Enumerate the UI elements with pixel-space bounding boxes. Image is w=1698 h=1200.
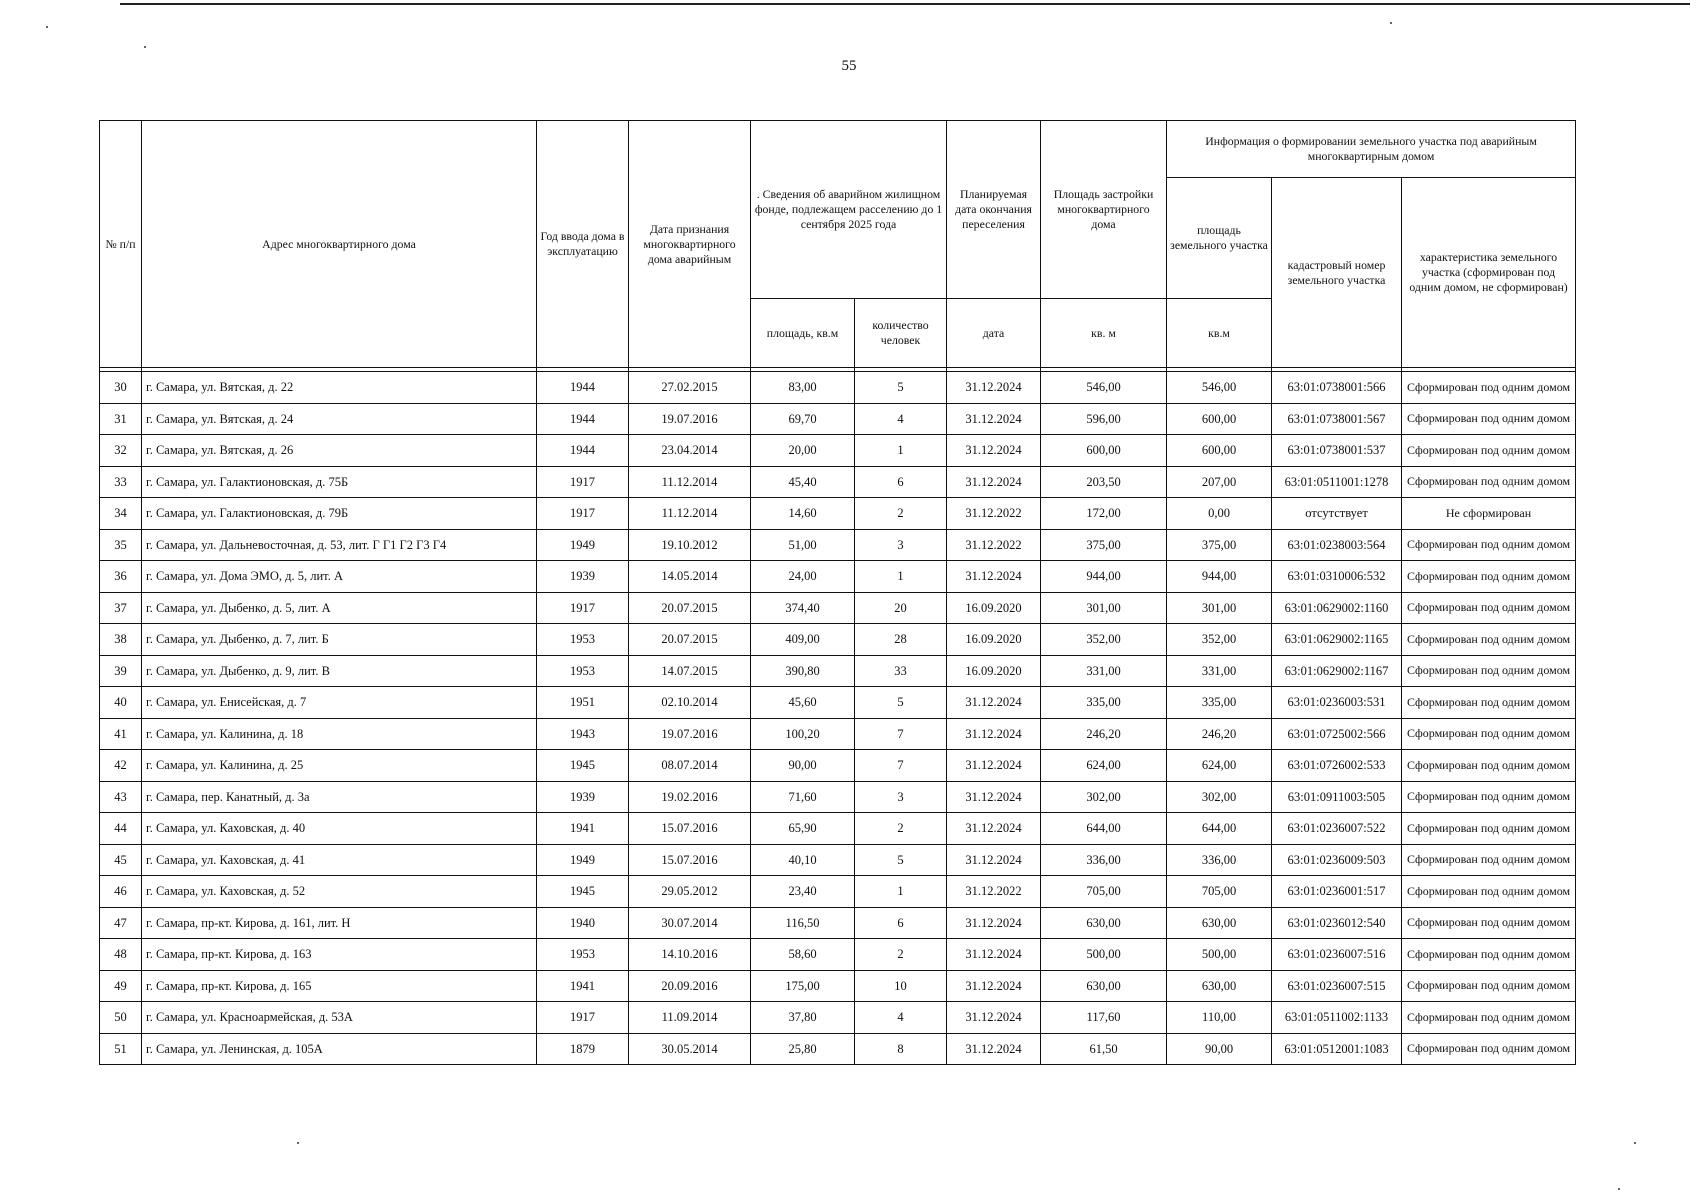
row-land-char: Сформирован под одним домом	[1402, 529, 1576, 561]
row-area: 45,40	[751, 466, 855, 498]
header-planned-end-sub: дата	[947, 299, 1041, 368]
row-built-area: 203,50	[1041, 466, 1167, 498]
header-num: № п/п	[100, 121, 142, 368]
scan-speck	[144, 46, 146, 48]
row-land-char: Сформирован под одним домом	[1402, 1033, 1576, 1065]
table-row	[100, 372, 1576, 404]
row-address: г. Самара, ул. Галактионовская, д. 79Б	[142, 498, 537, 530]
row-area: 40,10	[751, 844, 855, 876]
row-land-area: 301,00	[1167, 592, 1272, 624]
row-built-area: 500,00	[1041, 939, 1167, 971]
row-recognized-date: 29.05.2012	[629, 876, 751, 908]
row-cadastral: 63:01:0238003:564	[1272, 529, 1402, 561]
header-recognized-date: Дата признания многоквартирного дома аварийным	[629, 121, 751, 368]
row-built-area: 246,20	[1041, 718, 1167, 750]
row-cadastral: 63:01:0738001:537	[1272, 435, 1402, 467]
row-area: 23,40	[751, 876, 855, 908]
header-land-area: площадь земельного участка	[1167, 178, 1272, 299]
row-year: 1941	[537, 813, 629, 845]
row-land-char: Сформирован под одним домом	[1402, 435, 1576, 467]
row-number: 38	[100, 624, 142, 656]
header-people-count: количество человек	[855, 299, 947, 368]
row-year: 1951	[537, 687, 629, 719]
header-address: Адрес многоквартирного дома	[142, 121, 537, 368]
page-number: 55	[841, 58, 857, 74]
row-people: 1	[855, 561, 947, 593]
row-land-char: Сформирован под одним домом	[1402, 592, 1576, 624]
row-recognized-date: 30.05.2014	[629, 1033, 751, 1065]
row-land-area: 352,00	[1167, 624, 1272, 656]
row-area: 390,80	[751, 655, 855, 687]
row-land-char: Сформирован под одним домом	[1402, 718, 1576, 750]
row-land-char: Сформирован под одним домом	[1402, 876, 1576, 908]
row-year: 1953	[537, 655, 629, 687]
row-land-char: Сформирован под одним домом	[1402, 844, 1576, 876]
row-cadastral: 63:01:0236009:503	[1272, 844, 1402, 876]
row-year: 1943	[537, 718, 629, 750]
header-land-char: характеристика земельного участка (сформирован под одним домом, не сформирован)	[1402, 178, 1576, 368]
row-planned-end: 31.12.2024	[947, 403, 1041, 435]
row-built-area: 596,00	[1041, 403, 1167, 435]
row-recognized-date: 11.09.2014	[629, 1002, 751, 1034]
table-row	[100, 466, 1576, 498]
row-recognized-date: 11.12.2014	[629, 498, 751, 530]
table-row	[100, 813, 1576, 845]
row-area: 374,40	[751, 592, 855, 624]
row-land-char: Сформирован под одним домом	[1402, 561, 1576, 593]
row-recognized-date: 23.04.2014	[629, 435, 751, 467]
row-recognized-date: 20.07.2015	[629, 592, 751, 624]
row-recognized-date: 19.10.2012	[629, 529, 751, 561]
row-people: 2	[855, 498, 947, 530]
row-planned-end: 31.12.2024	[947, 939, 1041, 971]
table-row	[100, 1002, 1576, 1034]
row-planned-end: 31.12.2024	[947, 907, 1041, 939]
row-planned-end: 31.12.2024	[947, 1002, 1041, 1034]
scan-speck	[1390, 22, 1392, 24]
row-recognized-date: 14.05.2014	[629, 561, 751, 593]
table-body	[100, 368, 1576, 1065]
row-people: 5	[855, 844, 947, 876]
table-row	[100, 750, 1576, 782]
row-area: 37,80	[751, 1002, 855, 1034]
row-address: г. Самара, ул. Ленинская, д. 105А	[142, 1033, 537, 1065]
row-planned-end: 31.12.2024	[947, 750, 1041, 782]
table-row	[100, 939, 1576, 971]
row-built-area: 644,00	[1041, 813, 1167, 845]
row-area: 51,00	[751, 529, 855, 561]
row-built-area: 172,00	[1041, 498, 1167, 530]
row-built-area: 301,00	[1041, 592, 1167, 624]
row-year: 1879	[537, 1033, 629, 1065]
row-land-area: 630,00	[1167, 907, 1272, 939]
row-number: 39	[100, 655, 142, 687]
row-address: г. Самара, пр-кт. Кирова, д. 161, лит. Н	[142, 907, 537, 939]
row-number: 48	[100, 939, 142, 971]
row-cadastral: 63:01:0726002:533	[1272, 750, 1402, 782]
row-built-area: 705,00	[1041, 876, 1167, 908]
row-cadastral: 63:01:0738001:567	[1272, 403, 1402, 435]
row-area: 116,50	[751, 907, 855, 939]
row-land-area: 600,00	[1167, 435, 1272, 467]
row-land-char: Сформирован под одним домом	[1402, 781, 1576, 813]
table-row	[100, 529, 1576, 561]
row-cadastral: 63:01:0911003:505	[1272, 781, 1402, 813]
row-address: г. Самара, ул. Калинина, д. 25	[142, 750, 537, 782]
row-land-char: Сформирован под одним домом	[1402, 372, 1576, 404]
row-area: 24,00	[751, 561, 855, 593]
row-year: 1945	[537, 750, 629, 782]
row-year: 1917	[537, 498, 629, 530]
row-year: 1949	[537, 529, 629, 561]
row-number: 45	[100, 844, 142, 876]
row-built-area: 375,00	[1041, 529, 1167, 561]
table-row	[100, 624, 1576, 656]
row-land-area: 375,00	[1167, 529, 1272, 561]
row-people: 10	[855, 970, 947, 1002]
row-recognized-date: 08.07.2014	[629, 750, 751, 782]
row-cadastral: отсутствует	[1272, 498, 1402, 530]
scan-speck	[1634, 1142, 1636, 1144]
row-built-area: 546,00	[1041, 372, 1167, 404]
row-address: г. Самара, ул. Дыбенко, д. 9, лит. В	[142, 655, 537, 687]
row-address: г. Самара, ул. Калинина, д. 18	[142, 718, 537, 750]
row-number: 41	[100, 718, 142, 750]
row-area: 25,80	[751, 1033, 855, 1065]
row-land-char: Сформирован под одним домом	[1402, 939, 1576, 971]
emergency-housing-table	[99, 120, 1576, 1065]
table-row	[100, 781, 1576, 813]
row-cadastral: 63:01:0629002:1160	[1272, 592, 1402, 624]
row-address: г. Самара, ул. Дыбенко, д. 7, лит. Б	[142, 624, 537, 656]
row-land-area: 644,00	[1167, 813, 1272, 845]
row-number: 36	[100, 561, 142, 593]
row-area: 175,00	[751, 970, 855, 1002]
row-cadastral: 63:01:0236007:516	[1272, 939, 1402, 971]
row-number: 31	[100, 403, 142, 435]
row-land-char: Сформирован под одним домом	[1402, 750, 1576, 782]
row-land-area: 630,00	[1167, 970, 1272, 1002]
row-land-area: 331,00	[1167, 655, 1272, 687]
row-planned-end: 31.12.2024	[947, 844, 1041, 876]
row-built-area: 352,00	[1041, 624, 1167, 656]
row-people: 5	[855, 687, 947, 719]
row-built-area: 335,00	[1041, 687, 1167, 719]
row-year: 1939	[537, 561, 629, 593]
row-people: 6	[855, 466, 947, 498]
table-row	[100, 876, 1576, 908]
row-year: 1944	[537, 435, 629, 467]
row-land-char: Сформирован под одним домом	[1402, 403, 1576, 435]
row-cadastral: 63:01:0629002:1167	[1272, 655, 1402, 687]
row-people: 20	[855, 592, 947, 624]
row-people: 2	[855, 939, 947, 971]
row-planned-end: 16.09.2020	[947, 624, 1041, 656]
row-planned-end: 31.12.2024	[947, 970, 1041, 1002]
row-recognized-date: 15.07.2016	[629, 844, 751, 876]
row-land-area: 944,00	[1167, 561, 1272, 593]
row-number: 44	[100, 813, 142, 845]
row-area: 409,00	[751, 624, 855, 656]
row-cadastral: 63:01:0310006:532	[1272, 561, 1402, 593]
row-number: 37	[100, 592, 142, 624]
scan-speck	[297, 1142, 299, 1144]
row-recognized-date: 11.12.2014	[629, 466, 751, 498]
row-number: 43	[100, 781, 142, 813]
row-recognized-date: 27.02.2015	[629, 372, 751, 404]
row-address: г. Самара, ул. Галактионовская, д. 75Б	[142, 466, 537, 498]
row-people: 3	[855, 781, 947, 813]
header-area-sqm: площадь, кв.м	[751, 299, 855, 368]
row-people: 33	[855, 655, 947, 687]
row-built-area: 630,00	[1041, 970, 1167, 1002]
row-people: 1	[855, 876, 947, 908]
row-recognized-date: 19.07.2016	[629, 718, 751, 750]
row-address: г. Самара, ул. Дальневосточная, д. 53, лит. Г Г1 Г2 Г3 Г4	[142, 529, 537, 561]
row-land-char: Сформирован под одним домом	[1402, 813, 1576, 845]
row-built-area: 61,50	[1041, 1033, 1167, 1065]
scan-speck	[1618, 1188, 1620, 1190]
row-year: 1944	[537, 372, 629, 404]
row-address: г. Самара, ул. Дома ЭМО, д. 5, лит. А	[142, 561, 537, 593]
row-people: 7	[855, 750, 947, 782]
table-row	[100, 435, 1576, 467]
row-built-area: 331,00	[1041, 655, 1167, 687]
row-address: г. Самара, ул. Каховская, д. 52	[142, 876, 537, 908]
row-built-area: 944,00	[1041, 561, 1167, 593]
row-people: 5	[855, 372, 947, 404]
row-built-area: 302,00	[1041, 781, 1167, 813]
row-people: 2	[855, 813, 947, 845]
table-row	[100, 592, 1576, 624]
row-number: 40	[100, 687, 142, 719]
row-area: 90,00	[751, 750, 855, 782]
row-year: 1917	[537, 592, 629, 624]
row-planned-end: 31.12.2024	[947, 1033, 1041, 1065]
table-row	[100, 687, 1576, 719]
row-land-char: Сформирован под одним домом	[1402, 970, 1576, 1002]
row-land-area: 500,00	[1167, 939, 1272, 971]
row-area: 20,00	[751, 435, 855, 467]
header-built-area: Площадь застройки многоквартирного дома	[1041, 121, 1167, 299]
row-built-area: 600,00	[1041, 435, 1167, 467]
row-area: 69,70	[751, 403, 855, 435]
row-planned-end: 31.12.2022	[947, 529, 1041, 561]
row-number: 30	[100, 372, 142, 404]
row-land-char: Сформирован под одним домом	[1402, 466, 1576, 498]
row-address: г. Самара, ул. Дыбенко, д. 5, лит. А	[142, 592, 537, 624]
row-planned-end: 31.12.2024	[947, 435, 1041, 467]
row-recognized-date: 14.07.2015	[629, 655, 751, 687]
table-row	[100, 655, 1576, 687]
table-row	[100, 907, 1576, 939]
row-cadastral: 63:01:0512001:1083	[1272, 1033, 1402, 1065]
row-year: 1945	[537, 876, 629, 908]
row-planned-end: 31.12.2024	[947, 718, 1041, 750]
row-number: 51	[100, 1033, 142, 1065]
row-number: 49	[100, 970, 142, 1002]
row-land-char: Сформирован под одним домом	[1402, 907, 1576, 939]
row-year: 1940	[537, 907, 629, 939]
row-number: 32	[100, 435, 142, 467]
scan-top-border	[120, 3, 1690, 5]
row-planned-end: 31.12.2024	[947, 781, 1041, 813]
row-area: 83,00	[751, 372, 855, 404]
row-cadastral: 63:01:0511001:1278	[1272, 466, 1402, 498]
row-cadastral: 63:01:0236007:515	[1272, 970, 1402, 1002]
row-built-area: 336,00	[1041, 844, 1167, 876]
row-address: г. Самара, ул. Вятская, д. 24	[142, 403, 537, 435]
row-people: 8	[855, 1033, 947, 1065]
row-cadastral: 63:01:0236003:531	[1272, 687, 1402, 719]
row-number: 34	[100, 498, 142, 530]
row-people: 3	[855, 529, 947, 561]
row-address: г. Самара, ул. Вятская, д. 26	[142, 435, 537, 467]
table-row	[100, 498, 1576, 530]
row-land-area: 600,00	[1167, 403, 1272, 435]
row-land-char: Сформирован под одним домом	[1402, 1002, 1576, 1034]
row-year: 1949	[537, 844, 629, 876]
row-cadastral: 63:01:0738001:566	[1272, 372, 1402, 404]
row-built-area: 630,00	[1041, 907, 1167, 939]
table-row	[100, 970, 1576, 1002]
row-area: 14,60	[751, 498, 855, 530]
row-land-area: 546,00	[1167, 372, 1272, 404]
row-planned-end: 16.09.2020	[947, 592, 1041, 624]
row-number: 33	[100, 466, 142, 498]
row-people: 6	[855, 907, 947, 939]
row-land-area: 110,00	[1167, 1002, 1272, 1034]
row-people: 7	[855, 718, 947, 750]
row-year: 1953	[537, 624, 629, 656]
header-emergency-fund: . Сведения об аварийном жилищном фонде, подлежащем расселению до 1 сентября 2025 года	[751, 121, 947, 299]
row-land-char: Сформирован под одним домом	[1402, 687, 1576, 719]
row-built-area: 624,00	[1041, 750, 1167, 782]
row-land-area: 0,00	[1167, 498, 1272, 530]
row-land-area: 624,00	[1167, 750, 1272, 782]
row-recognized-date: 15.07.2016	[629, 813, 751, 845]
table-row	[100, 718, 1576, 750]
row-area: 58,60	[751, 939, 855, 971]
row-recognized-date: 14.10.2016	[629, 939, 751, 971]
row-cadastral: 63:01:0236012:540	[1272, 907, 1402, 939]
row-people: 1	[855, 435, 947, 467]
row-year: 1953	[537, 939, 629, 971]
header-land-area-sub: кв.м	[1167, 299, 1272, 368]
row-planned-end: 16.09.2020	[947, 655, 1041, 687]
row-planned-end: 31.12.2024	[947, 813, 1041, 845]
header-planned-end: Планируемая дата окончания переселения	[947, 121, 1041, 299]
row-number: 50	[100, 1002, 142, 1034]
row-planned-end: 31.12.2024	[947, 561, 1041, 593]
row-land-area: 705,00	[1167, 876, 1272, 908]
row-address: г. Самара, пер. Канатный, д. 3а	[142, 781, 537, 813]
row-area: 71,60	[751, 781, 855, 813]
row-address: г. Самара, ул. Каховская, д. 40	[142, 813, 537, 845]
row-people: 4	[855, 1002, 947, 1034]
row-year: 1939	[537, 781, 629, 813]
header-year: Год ввода дома в эксплуатацию	[537, 121, 629, 368]
row-cadastral: 63:01:0236001:517	[1272, 876, 1402, 908]
row-year: 1917	[537, 1002, 629, 1034]
row-cadastral: 63:01:0725002:566	[1272, 718, 1402, 750]
row-year: 1944	[537, 403, 629, 435]
row-land-char: Сформирован под одним домом	[1402, 624, 1576, 656]
header-land-info: Информация о формировании земельного участка под аварийным многоквартирным домом	[1167, 121, 1576, 178]
row-address: г. Самара, ул. Енисейская, д. 7	[142, 687, 537, 719]
row-address: г. Самара, ул. Каховская, д. 41	[142, 844, 537, 876]
table-row	[100, 403, 1576, 435]
row-address: г. Самара, пр-кт. Кирова, д. 163	[142, 939, 537, 971]
row-cadastral: 63:01:0236007:522	[1272, 813, 1402, 845]
row-recognized-date: 02.10.2014	[629, 687, 751, 719]
row-land-area: 302,00	[1167, 781, 1272, 813]
table-row	[100, 561, 1576, 593]
row-planned-end: 31.12.2022	[947, 498, 1041, 530]
row-year: 1941	[537, 970, 629, 1002]
row-address: г. Самара, ул. Красноармейская, д. 53А	[142, 1002, 537, 1034]
row-land-char: Не сформирован	[1402, 498, 1576, 530]
header-cadastral: кадастровый номер земельного участка	[1272, 178, 1402, 368]
row-year: 1917	[537, 466, 629, 498]
row-area: 65,90	[751, 813, 855, 845]
row-people: 28	[855, 624, 947, 656]
row-recognized-date: 30.07.2014	[629, 907, 751, 939]
row-planned-end: 31.12.2022	[947, 876, 1041, 908]
row-recognized-date: 20.07.2015	[629, 624, 751, 656]
table-row	[100, 1033, 1576, 1065]
row-land-area: 336,00	[1167, 844, 1272, 876]
row-address: г. Самара, пр-кт. Кирова, д. 165	[142, 970, 537, 1002]
row-recognized-date: 20.09.2016	[629, 970, 751, 1002]
row-cadastral: 63:01:0629002:1165	[1272, 624, 1402, 656]
row-planned-end: 31.12.2024	[947, 466, 1041, 498]
row-number: 47	[100, 907, 142, 939]
scan-speck	[46, 26, 48, 28]
row-people: 4	[855, 403, 947, 435]
row-recognized-date: 19.02.2016	[629, 781, 751, 813]
row-built-area: 117,60	[1041, 1002, 1167, 1034]
table-row	[100, 844, 1576, 876]
row-land-area: 246,20	[1167, 718, 1272, 750]
row-recognized-date: 19.07.2016	[629, 403, 751, 435]
row-land-area: 207,00	[1167, 466, 1272, 498]
row-address: г. Самара, ул. Вятская, д. 22	[142, 372, 537, 404]
row-number: 46	[100, 876, 142, 908]
row-number: 42	[100, 750, 142, 782]
row-land-area: 335,00	[1167, 687, 1272, 719]
row-number: 35	[100, 529, 142, 561]
row-area: 45,60	[751, 687, 855, 719]
row-area: 100,20	[751, 718, 855, 750]
row-planned-end: 31.12.2024	[947, 372, 1041, 404]
row-cadastral: 63:01:0511002:1133	[1272, 1002, 1402, 1034]
header-built-area-sub: кв. м	[1041, 299, 1167, 368]
row-land-char: Сформирован под одним домом	[1402, 655, 1576, 687]
row-planned-end: 31.12.2024	[947, 687, 1041, 719]
row-land-area: 90,00	[1167, 1033, 1272, 1065]
